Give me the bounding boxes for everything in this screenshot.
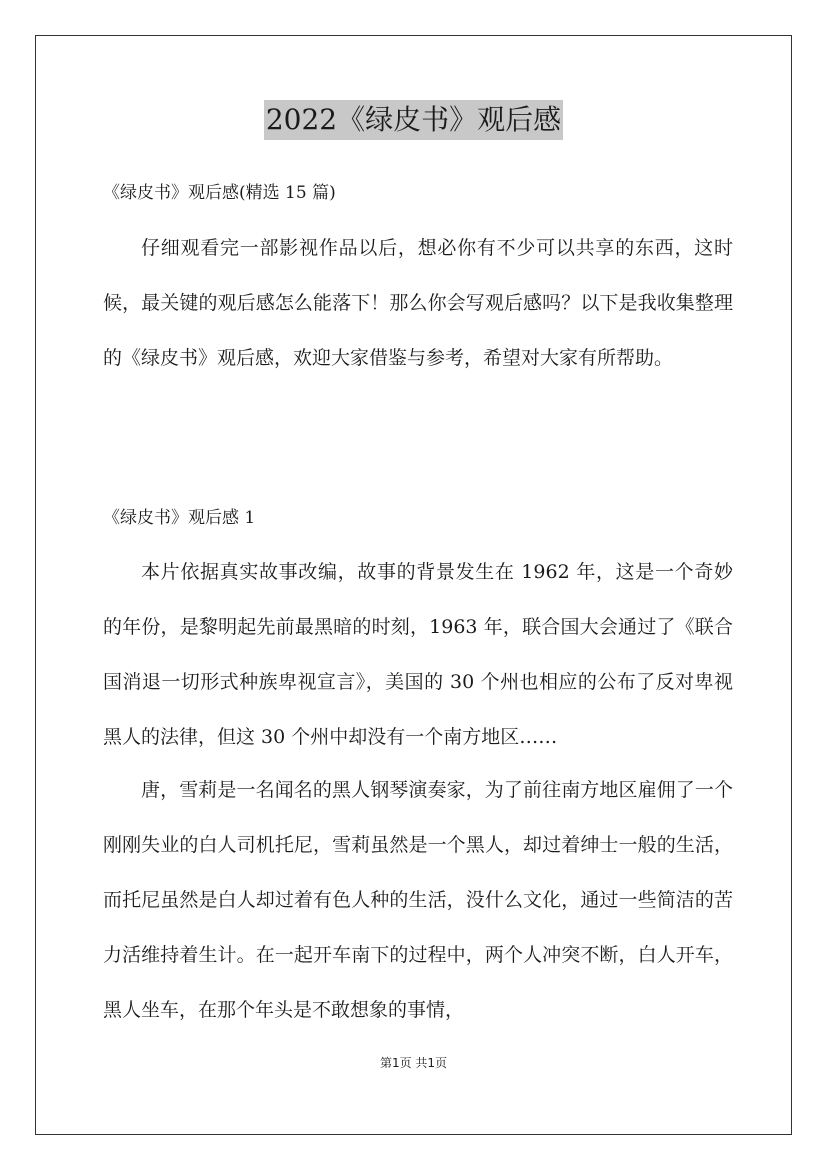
document-title: 2022《绿皮书》观后感 bbox=[264, 100, 563, 140]
body-paragraph: 本片依据真实故事改编，故事的背景发生在 1962 年，这是一个奇妙的年份，是黎明起先前最黑暗的时刻，1963 年，联合国大会通过了《联合国消退一切形式种族卑视宣言》，美国的 30 个州也相应的公布了反对卑视黑人的法律，但这 30 个州中却没有一个南方地区…… bbox=[103, 561, 733, 748]
body-paragraph: 唐，雪莉是一名闻名的黑人钢琴演奏家，为了前往南方地区雇佣了一个刚刚失业的白人司机托尼，雪莉虽然是一个黑人，却过着绅士一般的生活，而托尼虽然是白人却过着有色人种的生活，没什么文化，通过一些简洁的苦力活维持着生计。在一起开车南下的过程中，两个人冲突不断，白人开车，黑人坐车，在那个年头是不敢想象的事情， bbox=[103, 779, 733, 1021]
section-heading: 《绿皮书》观后感 1 bbox=[103, 508, 256, 528]
page-footer: 第1页 共1页 bbox=[379, 1056, 448, 1070]
document-subtitle: 《绿皮书》观后感(精选 15 篇) bbox=[103, 183, 336, 203]
title-container bbox=[0, 100, 827, 140]
intro-paragraph: 仔细观看完一部影视作品以后，想必你有不少可以共享的东西，这时候，最关键的观后感怎么能落下！那么你会写观后感吗？以下是我收集整理的《绿皮书》观后感，欢迎大家借鉴与参考，希望对大家有所帮助。 bbox=[103, 237, 733, 369]
